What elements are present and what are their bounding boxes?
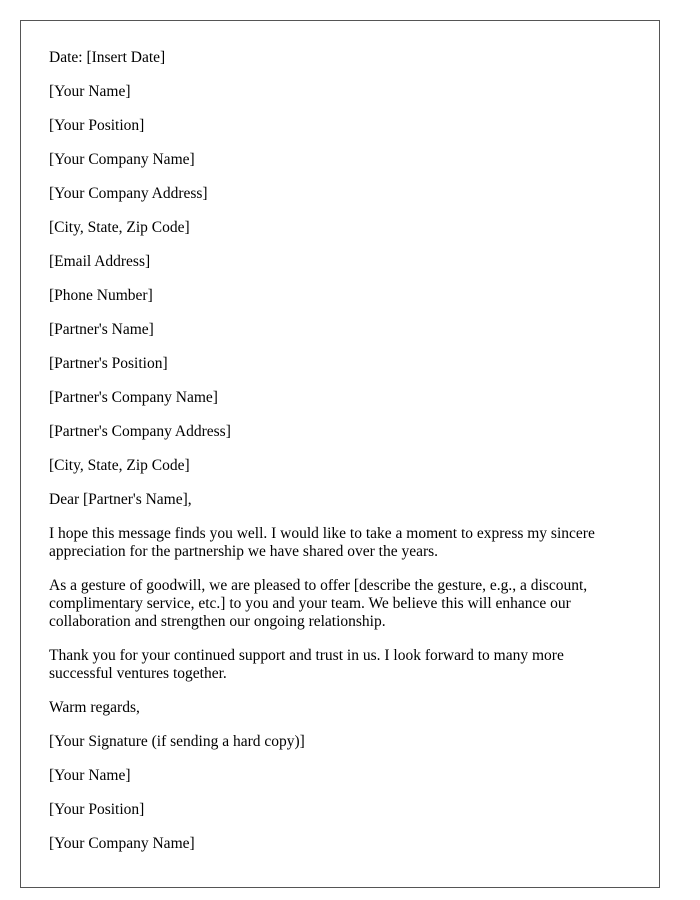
- body-paragraph-1: I hope this message finds you well. I would like to take a moment to express my sincere appreciation for the partnership we have shared over the years.: [49, 525, 595, 560]
- closing: Warm regards,: [49, 699, 140, 716]
- salutation: Dear [Partner's Name],: [49, 491, 192, 508]
- sender-email: [Email Address]: [49, 253, 151, 270]
- recipient-address: [Partner's Company Address]: [49, 423, 231, 440]
- letter-page: [20, 20, 660, 888]
- sender-position: [Your Position]: [49, 117, 145, 134]
- letter-date: Date: [Insert Date]: [49, 49, 166, 66]
- body-paragraph-3: Thank you for your continued support and trust in us. I look forward to many more successful ventures together.: [49, 647, 564, 682]
- sender-phone: [Phone Number]: [49, 287, 153, 304]
- body-paragraph-2: As a gesture of goodwill, we are pleased to offer [describe the gesture, e.g., a discount, complimentary service, etc.] to you and your team. We believe this will enhance our collaboration and strengthen our ongoing relationship.: [49, 577, 588, 630]
- signature-position: [Your Position]: [49, 801, 145, 818]
- signature-name: [Your Name]: [49, 767, 131, 784]
- sender-name: [Your Name]: [49, 83, 131, 100]
- letter-content: [49, 49, 629, 869]
- recipient-company: [Partner's Company Name]: [49, 389, 218, 406]
- signature-company: [Your Company Name]: [49, 835, 195, 852]
- recipient-name: [Partner's Name]: [49, 321, 154, 338]
- sender-company: [Your Company Name]: [49, 151, 195, 168]
- signature-line: [Your Signature (if sending a hard copy)]: [49, 733, 305, 750]
- sender-city-state-zip: [City, State, Zip Code]: [49, 219, 190, 236]
- sender-address: [Your Company Address]: [49, 185, 208, 202]
- recipient-position: [Partner's Position]: [49, 355, 168, 372]
- recipient-city-state-zip: [City, State, Zip Code]: [49, 457, 190, 474]
